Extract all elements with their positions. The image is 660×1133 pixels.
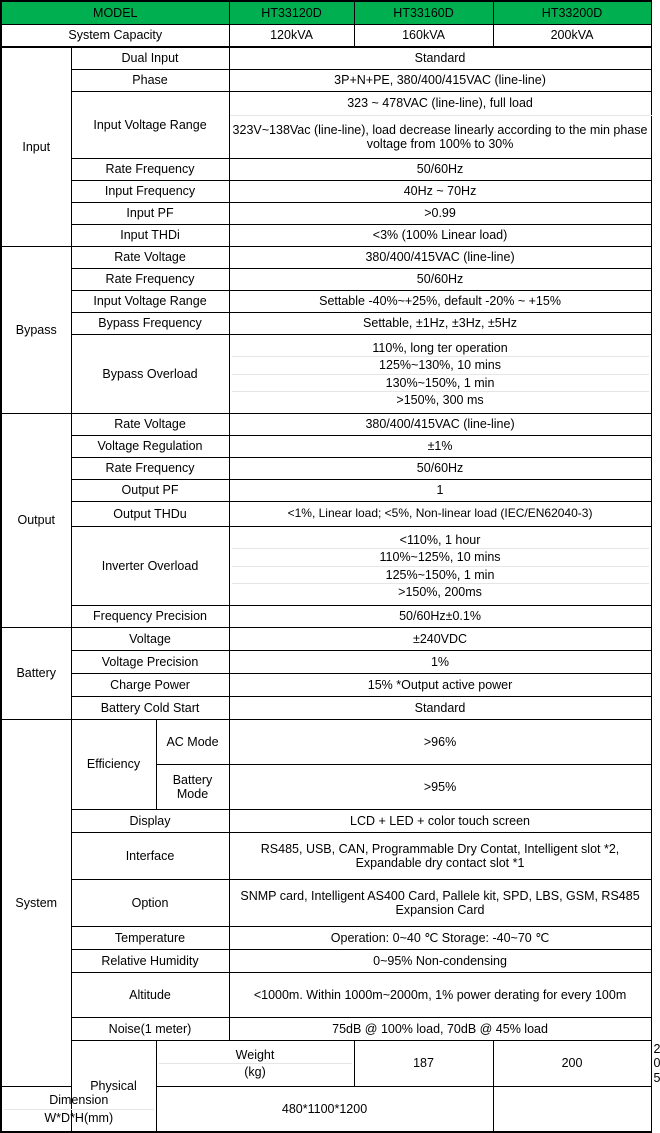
row-value: Settable -40%~+25%, default -20% ~ +15%: [229, 291, 651, 313]
row-label: Frequency Precision: [71, 606, 229, 628]
header-model-2: HT33160D: [354, 1, 493, 25]
row-label: Rate Voltage: [71, 247, 229, 269]
row-label: Bypass Frequency: [71, 313, 229, 335]
row-value: SNMP card, Intelligent AS400 Card, Pallele kit, SPD, LBS, GSM, RS485 Expansion Card: [229, 880, 651, 927]
row-value: Standard: [229, 697, 651, 720]
row-value-line: 323 ~ 478VAC (line-line), full load: [229, 92, 651, 116]
row-value: 3P+N+PE, 380/400/415VAC (line-line): [229, 70, 651, 92]
row-label: Input Voltage Range: [71, 92, 229, 159]
table-row: [1, 527, 651, 606]
row-value-group: [229, 527, 651, 606]
row-label: Voltage: [71, 628, 229, 651]
header-model-3: HT33200D: [493, 1, 651, 25]
row-value-line: 110%, long ter operation: [232, 340, 649, 357]
row-value: Operation: 0~40 ℃ Storage: -40~70 ℃: [229, 927, 651, 950]
row-label: Rate Voltage: [71, 414, 229, 436]
table-row: [1, 697, 651, 720]
table-row: [1, 70, 651, 92]
row-value-2: 200: [493, 1041, 651, 1087]
table-row: [1, 247, 651, 269]
table-header-row: [1, 1, 651, 25]
row-value: <1000m. Within 1000m~2000m, 1% power derating for every 100m: [229, 973, 651, 1018]
table-row: [1, 225, 651, 247]
row-value: 15% *Output active power: [229, 674, 651, 697]
row-label-line: W*D*H(mm): [44, 1110, 114, 1125]
table-row: [1, 92, 651, 116]
table-row: [1, 335, 651, 414]
table-row: [1, 291, 651, 313]
row-label: Efficiency: [71, 720, 156, 810]
row-label: Altitude: [71, 973, 229, 1018]
row-value: RS485, USB, CAN, Programmable Dry Contat, Intelligent slot *2, Expandable dry contact slot *1: [229, 833, 651, 880]
row-value: 380/400/415VAC (line-line): [229, 247, 651, 269]
table-row: [1, 628, 651, 651]
row-label: Phase: [71, 70, 229, 92]
row-value-line: 125%~150%, 1 min: [232, 567, 649, 584]
row-value-line: 323V~138Vac (line-line), load decrease linearly according to the min phase voltage from 100% to 30%: [229, 116, 651, 159]
row-label: Rate Frequency: [71, 458, 229, 480]
row-value: 50/60Hz±0.1%: [229, 606, 651, 628]
row-value: Settable, ±1Hz, ±3Hz, ±5Hz: [229, 313, 651, 335]
row-label: Output THDu: [71, 502, 229, 527]
row-label: Interface: [71, 833, 229, 880]
table-row: [1, 720, 651, 765]
row-label: Input Voltage Range: [71, 291, 229, 313]
table-row: [1, 651, 651, 674]
row-label: Noise(1 meter): [71, 1018, 229, 1041]
row-label-line: (kg): [244, 1065, 266, 1080]
table-row: [1, 436, 651, 458]
row-value-group: [229, 335, 651, 414]
row-value-1: 187: [354, 1041, 493, 1087]
row-label: Rate Frequency: [71, 159, 229, 181]
table-row: [1, 927, 651, 950]
table-row: [1, 47, 651, 70]
row-label: Input PF: [71, 203, 229, 225]
section-label-output: Output: [1, 414, 71, 628]
capacity-value-2: 160kVA: [354, 25, 493, 48]
table-row: [1, 269, 651, 291]
row-value: <1%, Linear load; <5%, Non-linear load (IEC/EN62040-3): [229, 502, 651, 527]
section-label-system: System: [1, 720, 71, 1087]
table-row: [1, 313, 651, 335]
row-value: 50/60Hz: [229, 159, 651, 181]
row-label: Input Frequency: [71, 181, 229, 203]
table-row: [1, 458, 651, 480]
row-value: Standard: [229, 47, 651, 70]
table-row: [1, 159, 651, 181]
row-value: 40Hz ~ 70Hz: [229, 181, 651, 203]
row-label: Relative Humidity: [71, 950, 229, 973]
row-label: Voltage Precision: [71, 651, 229, 674]
row-label: Option: [71, 880, 229, 927]
row-label: Battery Cold Start: [71, 697, 229, 720]
header-model-label: MODEL: [1, 1, 229, 25]
row-value: LCD + LED + color touch screen: [229, 810, 651, 833]
row-value: 50/60Hz: [229, 269, 651, 291]
table-row: [1, 833, 651, 880]
section-label-bypass: Bypass: [1, 247, 71, 414]
row-value-line: >150%, 200ms: [398, 584, 482, 599]
row-label-line: Dimension: [4, 1092, 154, 1109]
table-row: [1, 1087, 651, 1133]
row-label: Rate Frequency: [71, 269, 229, 291]
row-label: Output PF: [71, 480, 229, 502]
row-value: 1%: [229, 651, 651, 674]
capacity-value-3: 200kVA: [493, 25, 651, 48]
table-row: [1, 606, 651, 628]
row-value: 1: [229, 480, 651, 502]
row-label: Dual Input: [71, 47, 229, 70]
table-row: [1, 502, 651, 527]
table-row: [1, 203, 651, 225]
row-value: 0~95% Non-condensing: [229, 950, 651, 973]
row-value-line: <110%, 1 hour: [232, 532, 649, 549]
row-value: 75dB @ 100% load, 70dB @ 45% load: [229, 1018, 651, 1041]
row-label: Bypass Overload: [71, 335, 229, 414]
row-label: Charge Power: [71, 674, 229, 697]
table-row: [1, 414, 651, 436]
row-label: Temperature: [71, 927, 229, 950]
section-label-physical: Physical: [71, 1041, 156, 1133]
row-label: Display: [71, 810, 229, 833]
table-row: [1, 810, 651, 833]
table-row: Physical Weight (kg) 187 200 205: [1, 1041, 651, 1087]
table-row: [1, 1018, 651, 1041]
row-value: ±1%: [229, 436, 651, 458]
row-value-line: >150%, 300 ms: [396, 392, 484, 407]
row-value: 380/400/415VAC (line-line): [229, 414, 651, 436]
row-value-line: 130%~150%, 1 min: [232, 375, 649, 392]
row-value-line: 110%~125%, 10 mins: [232, 549, 649, 566]
row-value: 480*1100*1200: [156, 1087, 493, 1133]
row-sublabel: Battery Mode: [156, 765, 229, 810]
row-value: <3% (100% Linear load): [229, 225, 651, 247]
row-label-group: [156, 1041, 354, 1087]
section-label-battery: Battery: [1, 628, 71, 720]
capacity-label: System Capacity: [1, 25, 229, 48]
table-row: [1, 25, 651, 48]
row-value: 50/60Hz: [229, 458, 651, 480]
row-value: >96%: [229, 720, 651, 765]
row-label-line: Weight: [159, 1047, 352, 1064]
table-row: [1, 181, 651, 203]
capacity-value-1: 120kVA: [229, 25, 354, 48]
table-row: [1, 950, 651, 973]
table-row: [1, 480, 651, 502]
table-row: [1, 973, 651, 1018]
row-value: ±240VDC: [229, 628, 651, 651]
section-label-input: Input: [1, 47, 71, 247]
row-value: >95%: [229, 765, 651, 810]
table-row: [1, 674, 651, 697]
row-label: Inverter Overload: [71, 527, 229, 606]
row-label-group: [1, 1087, 156, 1133]
row-value-line: 125%~130%, 10 mins: [232, 357, 649, 374]
row-label: Voltage Regulation: [71, 436, 229, 458]
header-model-1: HT33120D: [229, 1, 354, 25]
row-sublabel: AC Mode: [156, 720, 229, 765]
row-label: Input THDi: [71, 225, 229, 247]
row-value: >0.99: [229, 203, 651, 225]
table-row: [1, 880, 651, 927]
